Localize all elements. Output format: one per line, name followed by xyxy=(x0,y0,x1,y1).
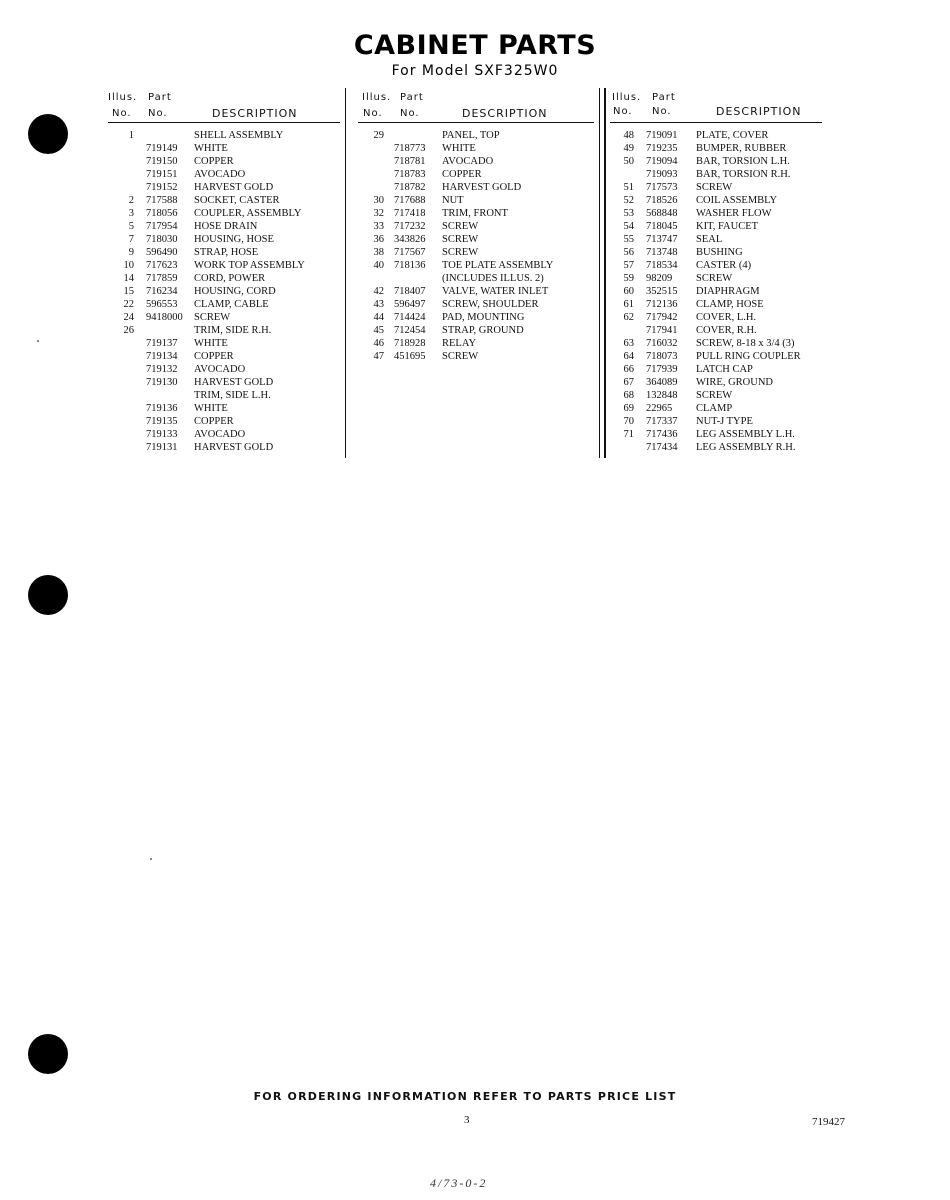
part-number: 717436 xyxy=(646,429,678,440)
part-number: 718782 xyxy=(394,182,426,193)
header-part-top: Part xyxy=(148,92,172,103)
part-description: SCREW xyxy=(442,221,479,232)
part-description: WORK TOP ASSEMBLY xyxy=(194,260,305,271)
column-header xyxy=(358,88,594,123)
part-description: CORD, POWER xyxy=(194,273,266,284)
table-row xyxy=(108,207,340,220)
illus-number: 38 xyxy=(373,247,384,258)
header-part-no: No. xyxy=(400,108,420,119)
table-row xyxy=(108,233,340,246)
part-description: DIAPHRAGM xyxy=(696,286,760,297)
part-description: SCREW, SHOULDER xyxy=(442,299,539,310)
table-row xyxy=(108,389,340,402)
part-number: 717232 xyxy=(394,221,426,232)
part-description: AVOCADO xyxy=(194,364,246,375)
table-row xyxy=(358,168,594,181)
table-row xyxy=(108,298,340,311)
table-row xyxy=(610,311,822,324)
part-description: SOCKET, CASTER xyxy=(194,195,280,206)
table-row xyxy=(108,194,340,207)
part-description: RELAY xyxy=(442,338,477,349)
part-description: STRAP, GROUND xyxy=(442,325,524,336)
part-description: PAD, MOUNTING xyxy=(442,312,525,323)
part-number: 718781 xyxy=(394,156,426,167)
table-row xyxy=(358,129,594,142)
part-number: 717588 xyxy=(146,195,178,206)
part-number: 714424 xyxy=(394,312,426,323)
illus-number: 40 xyxy=(373,260,384,271)
part-number: 352515 xyxy=(646,286,678,297)
table-row xyxy=(358,324,594,337)
part-description: AVOCADO xyxy=(194,429,246,440)
page-number: 3 xyxy=(464,1114,470,1126)
page-title: CABINET PARTS xyxy=(353,30,597,61)
part-number: 718773 xyxy=(394,143,426,154)
part-number: 719235 xyxy=(646,143,678,154)
parts-column-2 xyxy=(358,88,594,363)
part-description: AVOCADO xyxy=(442,156,494,167)
part-description: SCREW, 8-18 x 3/4 (3) xyxy=(696,338,795,349)
table-row xyxy=(358,285,594,298)
part-number: 717859 xyxy=(146,273,178,284)
part-description: (INCLUDES ILLUS. 2) xyxy=(442,273,544,284)
table-row xyxy=(610,220,822,233)
table-row xyxy=(108,272,340,285)
illus-number: 60 xyxy=(623,286,634,297)
table-row xyxy=(610,246,822,259)
parts-list xyxy=(610,123,822,454)
parts-list xyxy=(108,123,340,454)
illus-number: 46 xyxy=(373,338,384,349)
part-number: 717688 xyxy=(394,195,426,206)
part-description: CLAMP xyxy=(696,403,733,414)
part-description: SCREW xyxy=(696,390,733,401)
header-description: DESCRIPTION xyxy=(462,107,548,120)
part-description: STRAP, HOSE xyxy=(194,247,259,258)
part-description: SEAL xyxy=(696,234,723,245)
table-row xyxy=(610,441,822,454)
part-number: 596490 xyxy=(146,247,178,258)
table-row xyxy=(610,129,822,142)
header-description: DESCRIPTION xyxy=(212,107,298,120)
table-row xyxy=(358,142,594,155)
parts-column-1 xyxy=(108,88,340,454)
part-number: 718534 xyxy=(646,260,678,271)
table-row xyxy=(108,363,340,376)
table-row xyxy=(108,168,340,181)
table-row xyxy=(610,181,822,194)
part-description: KIT, FAUCET xyxy=(696,221,759,232)
table-row xyxy=(108,259,340,272)
part-description: COVER, L.H. xyxy=(696,312,757,323)
part-description: WHITE xyxy=(194,403,228,414)
table-row xyxy=(358,246,594,259)
table-row xyxy=(610,389,822,402)
table-row xyxy=(610,142,822,155)
table-row xyxy=(108,324,340,337)
header-part-top: Part xyxy=(400,92,424,103)
illus-number: 63 xyxy=(623,338,634,349)
part-number: 719091 xyxy=(646,130,678,141)
illus-number: 26 xyxy=(123,325,134,336)
part-description: COUPLER, ASSEMBLY xyxy=(194,208,302,219)
table-row xyxy=(358,220,594,233)
table-row xyxy=(358,337,594,350)
table-row xyxy=(610,415,822,428)
illus-number: 7 xyxy=(128,234,134,245)
table-row xyxy=(108,129,340,142)
part-description: TRIM, SIDE L.H. xyxy=(194,390,271,401)
part-description: WHITE xyxy=(194,143,228,154)
table-row xyxy=(610,233,822,246)
table-row xyxy=(108,415,340,428)
part-description: WHITE xyxy=(194,338,228,349)
table-row xyxy=(358,233,594,246)
header-part-top: Part xyxy=(652,92,676,103)
table-row xyxy=(610,337,822,350)
column-header xyxy=(610,88,822,123)
part-number: 719152 xyxy=(146,182,178,193)
part-description: HARVEST GOLD xyxy=(442,182,522,193)
table-row xyxy=(610,259,822,272)
illus-number: 2 xyxy=(128,195,134,206)
part-number: 719149 xyxy=(146,143,178,154)
table-row xyxy=(610,363,822,376)
table-row xyxy=(358,194,594,207)
header-illus-no: No. xyxy=(112,108,132,119)
part-description: HARVEST GOLD xyxy=(194,377,274,388)
part-description: WASHER FLOW xyxy=(696,208,772,219)
table-row xyxy=(108,155,340,168)
header-part-no: No. xyxy=(652,106,672,117)
illus-number: 5 xyxy=(128,221,134,232)
document-code: 719427 xyxy=(812,1116,845,1128)
header-illus-top: Illus. xyxy=(612,92,642,103)
illus-number: 22 xyxy=(123,299,134,310)
part-number: 718056 xyxy=(146,208,178,219)
part-number: 719137 xyxy=(146,338,178,349)
illus-number: 49 xyxy=(623,143,634,154)
part-number: 719131 xyxy=(146,442,178,453)
column-divider xyxy=(604,88,606,458)
part-number: 717337 xyxy=(646,416,678,427)
part-number: 719094 xyxy=(646,156,678,167)
table-row xyxy=(610,324,822,337)
table-row xyxy=(108,337,340,350)
part-description: LEG ASSEMBLY R.H. xyxy=(696,442,796,453)
part-description: SHELL ASSEMBLY xyxy=(194,130,284,141)
part-number: 719132 xyxy=(146,364,178,375)
part-number: 719136 xyxy=(146,403,178,414)
part-description: SCREW xyxy=(442,247,479,258)
table-row xyxy=(610,402,822,415)
part-number: 718030 xyxy=(146,234,178,245)
part-description: NUT-J TYPE xyxy=(696,416,753,427)
parts-column-3 xyxy=(610,88,822,454)
table-row xyxy=(108,246,340,259)
part-description: PLATE, COVER xyxy=(696,130,769,141)
part-number: 717418 xyxy=(394,208,426,219)
table-row xyxy=(108,402,340,415)
illus-number: 9 xyxy=(128,247,134,258)
part-description: BUMPER, RUBBER xyxy=(696,143,787,154)
scan-speck xyxy=(150,858,152,860)
header-illus-top: Illus. xyxy=(108,92,138,103)
part-number: 364089 xyxy=(646,377,678,388)
illus-number: 44 xyxy=(373,312,384,323)
part-number: 9418000 xyxy=(146,312,183,323)
part-description: CASTER (4) xyxy=(696,260,752,271)
illus-number: 71 xyxy=(623,429,634,440)
part-number: 719130 xyxy=(146,377,178,388)
part-number: 712454 xyxy=(394,325,426,336)
table-row xyxy=(108,376,340,389)
part-number: 716234 xyxy=(146,286,178,297)
table-row xyxy=(108,311,340,324)
illus-number: 45 xyxy=(373,325,384,336)
part-description: SCREW xyxy=(442,351,479,362)
part-description: CLAMP, HOSE xyxy=(696,299,764,310)
part-number: 717954 xyxy=(146,221,178,232)
table-row xyxy=(358,350,594,363)
illus-number: 50 xyxy=(623,156,634,167)
part-description: WHITE xyxy=(442,143,476,154)
illus-number: 66 xyxy=(623,364,634,375)
part-description: COPPER xyxy=(194,416,234,427)
table-row xyxy=(108,142,340,155)
part-number: 596497 xyxy=(394,299,426,310)
table-row xyxy=(108,220,340,233)
part-number: 717623 xyxy=(146,260,178,271)
part-number: 719093 xyxy=(646,169,678,180)
table-row xyxy=(358,272,594,285)
illus-number: 14 xyxy=(123,273,134,284)
part-number: 718136 xyxy=(394,260,426,271)
ordering-info-note: FOR ORDERING INFORMATION REFER TO PARTS PRICE LIST xyxy=(253,1090,677,1103)
part-number: 718928 xyxy=(394,338,426,349)
scan-speck xyxy=(37,340,39,342)
part-description: NUT xyxy=(442,195,464,206)
illus-number: 42 xyxy=(373,286,384,297)
illus-number: 15 xyxy=(123,286,134,297)
part-number: 22965 xyxy=(646,403,673,414)
page-subtitle: For Model SXF325W0 xyxy=(391,63,559,79)
part-number: 719135 xyxy=(146,416,178,427)
part-description: SCREW xyxy=(696,273,733,284)
table-row xyxy=(358,155,594,168)
part-description: PANEL, TOP xyxy=(442,130,500,141)
part-description: BAR, TORSION L.H. xyxy=(696,156,790,167)
illus-number: 29 xyxy=(373,130,384,141)
part-number: 717573 xyxy=(646,182,678,193)
illus-number: 10 xyxy=(123,260,134,271)
part-number: 719133 xyxy=(146,429,178,440)
table-row xyxy=(358,207,594,220)
illus-number: 3 xyxy=(128,208,134,219)
illus-number: 61 xyxy=(623,299,634,310)
parts-list xyxy=(358,123,594,363)
part-description: LATCH CAP xyxy=(696,364,753,375)
illus-number: 62 xyxy=(623,312,634,323)
illus-number: 57 xyxy=(623,260,634,271)
part-description: COPPER xyxy=(194,351,234,362)
part-description: COPPER xyxy=(442,169,482,180)
part-description: HARVEST GOLD xyxy=(194,442,274,453)
illus-number: 55 xyxy=(623,234,634,245)
part-description: BAR, TORSION R.H. xyxy=(696,169,791,180)
part-description: HOUSING, CORD xyxy=(194,286,276,297)
column-header xyxy=(108,88,340,123)
part-number: 717941 xyxy=(646,325,678,336)
part-description: COIL ASSEMBLY xyxy=(696,195,778,206)
part-number: 596553 xyxy=(146,299,178,310)
part-number: 132848 xyxy=(646,390,678,401)
part-description: TRIM, FRONT xyxy=(442,208,508,219)
part-description: CLAMP, CABLE xyxy=(194,299,269,310)
part-number: 717942 xyxy=(646,312,678,323)
illus-number: 59 xyxy=(623,273,634,284)
table-row xyxy=(610,376,822,389)
part-description: COVER, R.H. xyxy=(696,325,757,336)
table-row xyxy=(108,441,340,454)
table-row xyxy=(610,155,822,168)
binder-hole-bottom xyxy=(28,1034,68,1074)
table-row xyxy=(610,285,822,298)
table-row xyxy=(610,194,822,207)
part-number: 343826 xyxy=(394,234,426,245)
part-number: 719134 xyxy=(146,351,178,362)
illus-number: 51 xyxy=(623,182,634,193)
table-row xyxy=(108,285,340,298)
table-row xyxy=(108,428,340,441)
part-number: 451695 xyxy=(394,351,426,362)
table-row xyxy=(358,298,594,311)
table-row xyxy=(610,298,822,311)
table-row xyxy=(610,168,822,181)
illus-number: 54 xyxy=(623,221,634,232)
part-number: 716032 xyxy=(646,338,678,349)
illus-number: 68 xyxy=(623,390,634,401)
illus-number: 56 xyxy=(623,247,634,258)
part-number: 718073 xyxy=(646,351,678,362)
illus-number: 36 xyxy=(373,234,384,245)
part-number: 717939 xyxy=(646,364,678,375)
table-row xyxy=(108,181,340,194)
handwritten-mark: 4/73-0-2 xyxy=(430,1176,488,1190)
illus-number: 33 xyxy=(373,221,384,232)
header-illus-no: No. xyxy=(363,108,383,119)
part-number: 719150 xyxy=(146,156,178,167)
table-row xyxy=(610,207,822,220)
header-illus-no: No. xyxy=(613,106,633,117)
header-illus-top: Illus. xyxy=(362,92,392,103)
part-number: 718407 xyxy=(394,286,426,297)
part-number: 713747 xyxy=(646,234,678,245)
illus-number: 32 xyxy=(373,208,384,219)
part-number: 717434 xyxy=(646,442,678,453)
illus-number: 43 xyxy=(373,299,384,310)
table-row xyxy=(610,350,822,363)
illus-number: 30 xyxy=(373,195,384,206)
table-row xyxy=(358,181,594,194)
part-number: 718526 xyxy=(646,195,678,206)
table-row xyxy=(610,428,822,441)
part-description: VALVE, WATER INLET xyxy=(442,286,549,297)
illus-number: 67 xyxy=(623,377,634,388)
part-description: SCREW xyxy=(194,312,231,323)
illus-number: 64 xyxy=(623,351,634,362)
illus-number: 24 xyxy=(123,312,134,323)
illus-number: 52 xyxy=(623,195,634,206)
header-description: DESCRIPTION xyxy=(716,105,802,118)
part-description: HOUSING, HOSE xyxy=(194,234,274,245)
part-number: 713748 xyxy=(646,247,678,258)
part-number: 712136 xyxy=(646,299,678,310)
table-row xyxy=(108,350,340,363)
illus-number: 1 xyxy=(128,130,134,141)
part-number: 719151 xyxy=(146,169,178,180)
part-description: HOSE DRAIN xyxy=(194,221,258,232)
part-description: HARVEST GOLD xyxy=(194,182,274,193)
part-description: TOE PLATE ASSEMBLY xyxy=(442,260,554,271)
binder-hole-middle xyxy=(28,575,68,615)
part-description: WIRE, GROUND xyxy=(696,377,773,388)
illus-number: 53 xyxy=(623,208,634,219)
part-number: 718045 xyxy=(646,221,678,232)
illus-number: 48 xyxy=(623,130,634,141)
illus-number: 47 xyxy=(373,351,384,362)
part-description: AVOCADO xyxy=(194,169,246,180)
table-row xyxy=(358,259,594,272)
part-number: 568848 xyxy=(646,208,678,219)
part-description: SCREW xyxy=(442,234,479,245)
part-number: 718783 xyxy=(394,169,426,180)
part-description: COPPER xyxy=(194,156,234,167)
illus-number: 69 xyxy=(623,403,634,414)
part-description: TRIM, SIDE R.H. xyxy=(194,325,272,336)
part-description: BUSHING xyxy=(696,247,743,258)
table-row xyxy=(358,311,594,324)
part-number: 717567 xyxy=(394,247,426,258)
binder-hole-top xyxy=(28,114,68,154)
illus-number: 70 xyxy=(623,416,634,427)
part-description: SCREW xyxy=(696,182,733,193)
part-number: 98209 xyxy=(646,273,673,284)
table-row xyxy=(610,272,822,285)
part-description: LEG ASSEMBLY L.H. xyxy=(696,429,795,440)
header-part-no: No. xyxy=(148,108,168,119)
part-description: PULL RING COUPLER xyxy=(696,351,801,362)
